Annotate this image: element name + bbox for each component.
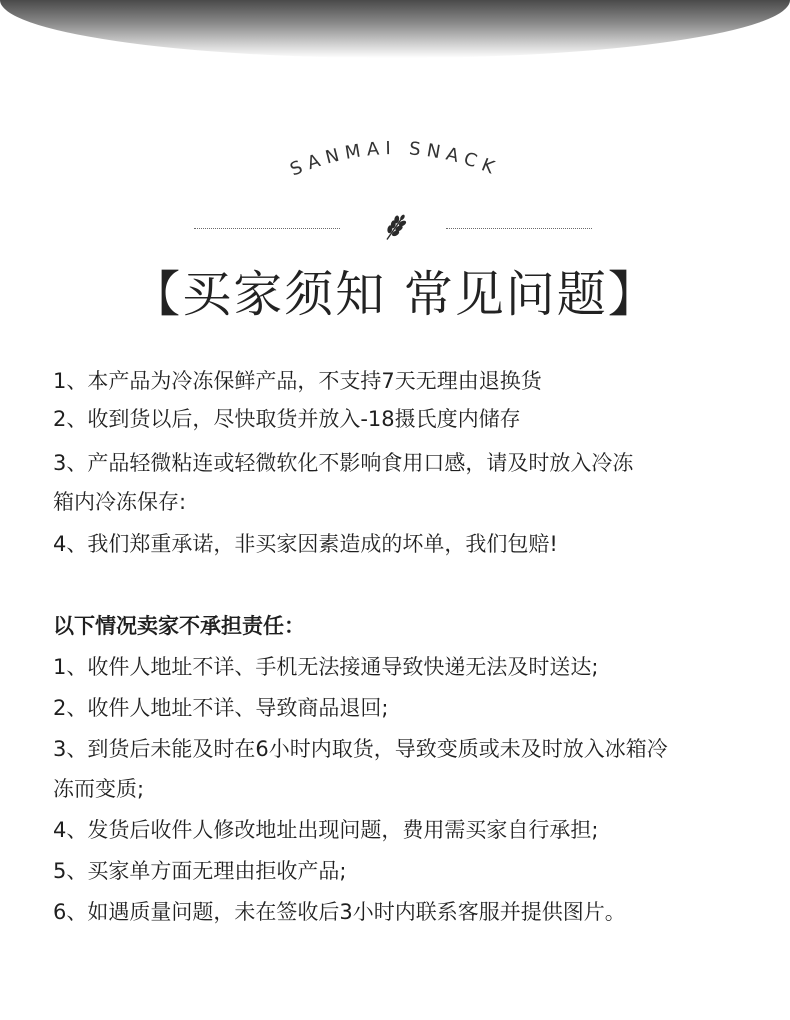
title-text: 买家须知 常见问题 bbox=[182, 266, 608, 323]
svg-text:SANMAI SNACK bbox=[287, 138, 502, 181]
liability-item: 5、买家单方面无理由拒收产品; bbox=[53, 859, 347, 883]
liability-item: 6、如遇质量问题，未在签收后3小时内联系客服并提供图片。 bbox=[53, 900, 626, 924]
divider-line-right bbox=[446, 228, 592, 229]
liability-item: 1、收件人地址不详、手机无法接通导致快递无法及时送达; bbox=[53, 655, 599, 679]
liability-item: 2、收件人地址不详、导致商品退回; bbox=[53, 696, 389, 720]
title-bracket-right: 】 bbox=[607, 266, 659, 323]
brand-arc-title bbox=[245, 128, 545, 198]
notice-item: 箱内冷冻保存: bbox=[53, 490, 187, 514]
top-shadow-decoration bbox=[0, 0, 790, 58]
wheat-icon bbox=[380, 212, 410, 244]
divider-line-left bbox=[194, 228, 340, 229]
notice-item: 4、我们郑重承诺，非买家因素造成的坏单，我们包赔! bbox=[53, 532, 558, 556]
title-bracket-left: 【 bbox=[131, 266, 183, 323]
notice-item: 3、产品轻微粘连或轻微软化不影响食用口感，请及时放入冷冻 bbox=[53, 451, 634, 475]
liability-item: 冻而变质; bbox=[53, 777, 145, 801]
ornament-divider bbox=[0, 210, 790, 246]
liability-item: 4、发货后收件人修改地址出现问题，费用需买家自行承担; bbox=[53, 818, 599, 842]
brand-arc-text: SANMAI SNACK bbox=[287, 137, 503, 181]
liability-item: 3、到货后未能及时在6小时内取货，导致变质或未及时放入冰箱冷 bbox=[53, 737, 668, 761]
liability-title: 以下情况卖家不承担责任： bbox=[53, 614, 305, 638]
page-title bbox=[0, 262, 790, 328]
notice-item: 2、收到货以后，尽快取货并放入-18摄氏度内储存 bbox=[53, 407, 521, 431]
notice-item: 1、本产品为冷冻保鲜产品，不支持7天无理由退换货 bbox=[53, 369, 542, 393]
